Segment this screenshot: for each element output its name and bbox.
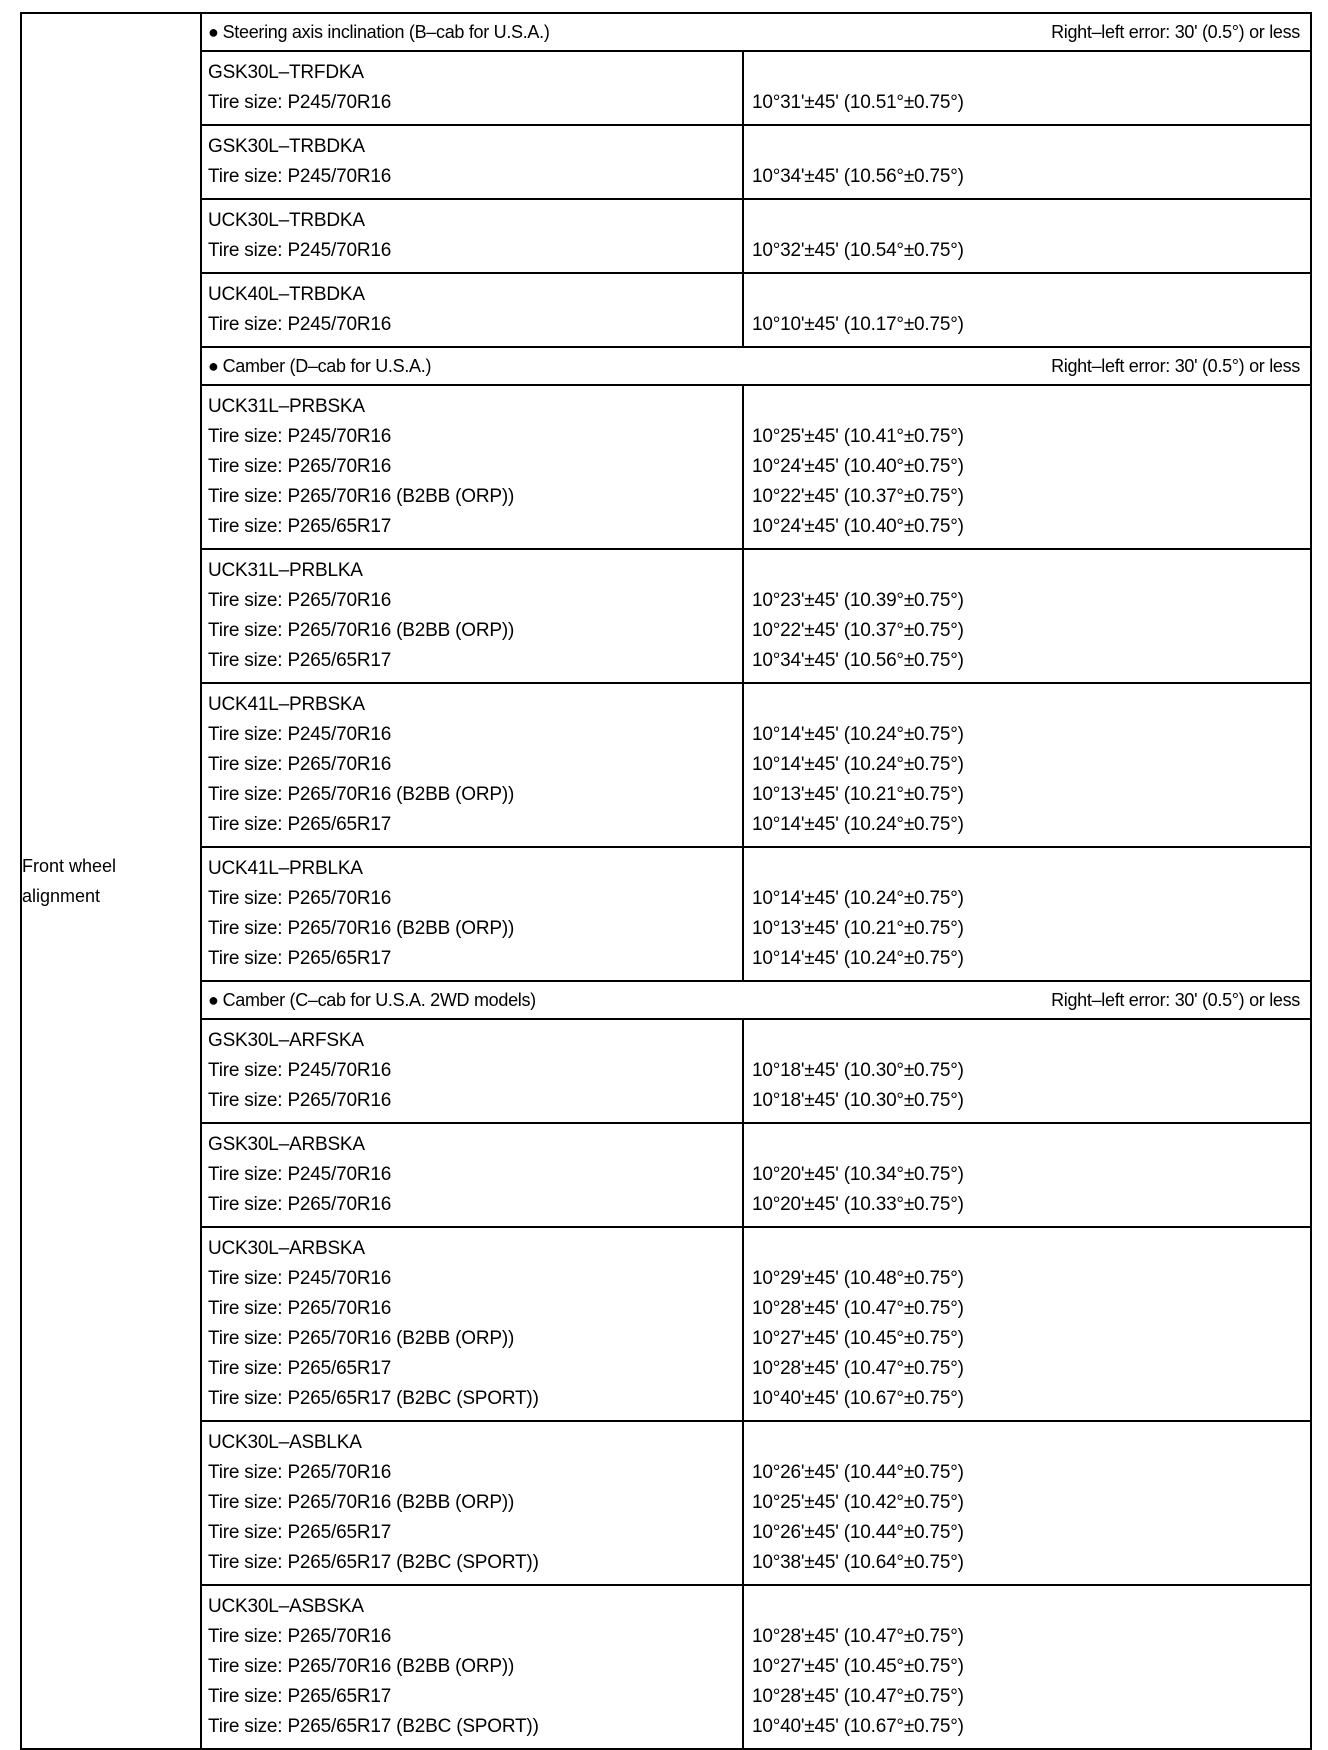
spec-value: 10°22'±45' (10.37°±0.75°)	[752, 620, 964, 641]
spec-value: 10°13'±45' (10.21°±0.75°)	[752, 918, 964, 939]
tire-size: Tire size: P265/70R16	[208, 1626, 392, 1647]
spec-value: 10°40'±45' (10.67°±0.75°)	[752, 1716, 964, 1737]
spec-value: 10°13'±45' (10.21°±0.75°)	[752, 784, 964, 805]
model-code: UCK30L–TRBDKA	[208, 210, 365, 231]
tire-size: Tire size: P265/65R17	[208, 948, 392, 969]
tire-size: Tire size: P245/70R16	[208, 724, 392, 745]
model-cell	[202, 848, 744, 980]
model-group	[202, 550, 1310, 684]
tire-size: Tire size: P265/65R17	[208, 1522, 392, 1543]
section-header	[202, 982, 1310, 1020]
spec-value: 10°18'±45' (10.30°±0.75°)	[752, 1060, 964, 1081]
tire-size: Tire size: P245/70R16	[208, 166, 392, 187]
bullet-icon: ●	[208, 355, 219, 376]
spec-value: 10°40'±45' (10.67°±0.75°)	[752, 1388, 964, 1409]
model-cell	[202, 126, 744, 198]
value-cell	[744, 274, 1310, 346]
section-note: Right–left error: 30' (0.5°) or less	[1051, 989, 1300, 1010]
spec-value: 10°32'±45' (10.54°±0.75°)	[752, 240, 964, 261]
model-group	[202, 200, 1310, 274]
value-spacer	[752, 1130, 1310, 1160]
model-code: GSK30L–ARBSKA	[208, 1134, 365, 1155]
model-group	[202, 684, 1310, 848]
tire-size: Tire size: P245/70R16	[208, 314, 392, 335]
value-cell	[744, 684, 1310, 846]
model-code: GSK30L–TRFDKA	[208, 62, 364, 83]
tire-size: Tire size: P265/70R16	[208, 888, 392, 909]
spec-value: 10°14'±45' (10.24°±0.75°)	[752, 814, 964, 835]
tire-size: Tire size: P245/70R16	[208, 1268, 392, 1289]
tire-size: Tire size: P265/70R16 (B2BB (ORP))	[208, 1328, 515, 1349]
model-code: UCK31L–PRBSKA	[208, 396, 365, 417]
value-cell	[744, 126, 1310, 198]
spec-value: 10°10'±45' (10.17°±0.75°)	[752, 314, 964, 335]
value-cell	[744, 1422, 1310, 1584]
model-code: UCK40L–TRBDKA	[208, 284, 365, 305]
section-title-wrap	[208, 22, 550, 43]
model-group	[202, 386, 1310, 550]
value-spacer	[752, 556, 1310, 586]
spec-value: 10°27'±45' (10.45°±0.75°)	[752, 1328, 964, 1349]
model-group	[202, 126, 1310, 200]
section-title-wrap	[208, 990, 536, 1011]
tire-size: Tire size: P265/70R16 (B2BB (ORP))	[208, 918, 515, 939]
model-code: UCK30L–ARBSKA	[208, 1238, 365, 1259]
row-label-line: alignment	[22, 886, 101, 906]
spec-value: 10°22'±45' (10.37°±0.75°)	[752, 486, 964, 507]
model-cell	[202, 386, 744, 548]
model-group	[202, 1124, 1310, 1228]
value-spacer	[752, 854, 1310, 884]
model-cell	[202, 550, 744, 682]
tire-size: Tire size: P265/70R16 (B2BB (ORP))	[208, 1656, 515, 1677]
value-cell	[744, 1228, 1310, 1420]
model-cell	[202, 1422, 744, 1584]
value-cell	[744, 52, 1310, 124]
section-header	[202, 348, 1310, 386]
value-spacer	[752, 206, 1310, 236]
spec-value: 10°24'±45' (10.40°±0.75°)	[752, 456, 964, 477]
spec-sections	[202, 14, 1310, 1748]
spec-value: 10°25'±45' (10.42°±0.75°)	[752, 1492, 964, 1513]
row-label-cell	[22, 14, 202, 1748]
tire-size: Tire size: P265/65R17 (B2BC (SPORT))	[208, 1552, 539, 1573]
tire-size: Tire size: P265/70R16	[208, 1462, 392, 1483]
tire-size: Tire size: P265/70R16 (B2BB (ORP))	[208, 486, 515, 507]
tire-size: Tire size: P265/65R17	[208, 1358, 392, 1379]
section-title: Steering axis inclination (B–cab for U.S.A.)	[222, 21, 550, 42]
value-cell	[744, 550, 1310, 682]
row-label-line: Front wheel	[22, 856, 117, 876]
spec-value: 10°18'±45' (10.30°±0.75°)	[752, 1090, 964, 1111]
value-spacer	[752, 132, 1310, 162]
model-cell	[202, 1124, 744, 1226]
section-note: Right–left error: 30' (0.5°) or less	[1051, 21, 1300, 42]
model-code: UCK30L–ASBSKA	[208, 1596, 364, 1617]
value-spacer	[752, 1234, 1310, 1264]
tire-size: Tire size: P265/70R16	[208, 754, 392, 775]
section-title: Camber (C–cab for U.S.A. 2WD models)	[222, 989, 536, 1010]
bullet-icon: ●	[208, 21, 219, 42]
spec-value: 10°34'±45' (10.56°±0.75°)	[752, 166, 964, 187]
spec-value: 10°24'±45' (10.40°±0.75°)	[752, 516, 964, 537]
tire-size: Tire size: P245/70R16	[208, 1164, 392, 1185]
bullet-icon: ●	[208, 989, 219, 1010]
tire-size: Tire size: P265/65R17	[208, 650, 392, 671]
model-group	[202, 1586, 1310, 1748]
spec-value: 10°26'±45' (10.44°±0.75°)	[752, 1522, 964, 1543]
model-code: UCK41L–PRBSKA	[208, 694, 365, 715]
tire-size: Tire size: P265/70R16	[208, 1194, 392, 1215]
value-cell	[744, 848, 1310, 980]
spec-value: 10°38'±45' (10.64°±0.75°)	[752, 1552, 964, 1573]
row-label	[22, 851, 116, 911]
value-spacer	[752, 280, 1310, 310]
section-note: Right–left error: 30' (0.5°) or less	[1051, 355, 1300, 376]
model-cell	[202, 274, 744, 346]
model-cell	[202, 52, 744, 124]
spec-value: 10°26'±45' (10.44°±0.75°)	[752, 1462, 964, 1483]
model-group	[202, 1422, 1310, 1586]
spec-value: 10°28'±45' (10.47°±0.75°)	[752, 1686, 964, 1707]
spec-value: 10°14'±45' (10.24°±0.75°)	[752, 888, 964, 909]
model-code: GSK30L–TRBDKA	[208, 136, 365, 157]
spec-value: 10°14'±45' (10.24°±0.75°)	[752, 754, 964, 775]
model-group	[202, 848, 1310, 982]
tire-size: Tire size: P265/70R16	[208, 456, 392, 477]
model-group	[202, 52, 1310, 126]
value-cell	[744, 386, 1310, 548]
model-code: UCK30L–ASBLKA	[208, 1432, 362, 1453]
model-code: UCK31L–PRBLKA	[208, 560, 363, 581]
spec-value: 10°28'±45' (10.47°±0.75°)	[752, 1358, 964, 1379]
tire-size: Tire size: P245/70R16	[208, 92, 392, 113]
value-cell	[744, 200, 1310, 272]
spec-value: 10°14'±45' (10.24°±0.75°)	[752, 724, 964, 745]
model-cell	[202, 1020, 744, 1122]
spec-value: 10°28'±45' (10.47°±0.75°)	[752, 1298, 964, 1319]
spec-value: 10°20'±45' (10.33°±0.75°)	[752, 1194, 964, 1215]
value-spacer	[752, 690, 1310, 720]
tire-size: Tire size: P265/70R16	[208, 590, 392, 611]
tire-size: Tire size: P265/70R16	[208, 1298, 392, 1319]
tire-size: Tire size: P265/70R16 (B2BB (ORP))	[208, 784, 515, 805]
value-cell	[744, 1586, 1310, 1748]
tire-size: Tire size: P265/65R17 (B2BC (SPORT))	[208, 1388, 539, 1409]
spec-value: 10°34'±45' (10.56°±0.75°)	[752, 650, 964, 671]
spec-value: 10°27'±45' (10.45°±0.75°)	[752, 1656, 964, 1677]
tire-size: Tire size: P265/70R16 (B2BB (ORP))	[208, 620, 515, 641]
section-title: Camber (D–cab for U.S.A.)	[222, 355, 432, 376]
tire-size: Tire size: P245/70R16	[208, 1060, 392, 1081]
spec-value: 10°29'±45' (10.48°±0.75°)	[752, 1268, 964, 1289]
model-code: UCK41L–PRBLKA	[208, 858, 363, 879]
value-spacer	[752, 58, 1310, 88]
section-title-wrap	[208, 356, 431, 377]
tire-size: Tire size: P265/70R16 (B2BB (ORP))	[208, 1492, 515, 1513]
model-group	[202, 274, 1310, 348]
spec-value: 10°20'±45' (10.34°±0.75°)	[752, 1164, 964, 1185]
model-group	[202, 1228, 1310, 1422]
model-code: GSK30L–ARFSKA	[208, 1030, 364, 1051]
spec-table	[20, 12, 1312, 1750]
value-spacer	[752, 392, 1310, 422]
spec-value: 10°31'±45' (10.51°±0.75°)	[752, 92, 964, 113]
value-cell	[744, 1020, 1310, 1122]
value-spacer	[752, 1026, 1310, 1056]
spec-value: 10°23'±45' (10.39°±0.75°)	[752, 590, 964, 611]
tire-size: Tire size: P265/65R17	[208, 814, 392, 835]
tire-size: Tire size: P245/70R16	[208, 426, 392, 447]
tire-size: Tire size: P265/70R16	[208, 1090, 392, 1111]
value-spacer	[752, 1428, 1310, 1458]
tire-size: Tire size: P265/65R17 (B2BC (SPORT))	[208, 1716, 539, 1737]
spec-value: 10°14'±45' (10.24°±0.75°)	[752, 948, 964, 969]
model-cell	[202, 200, 744, 272]
tire-size: Tire size: P265/65R17	[208, 516, 392, 537]
model-cell	[202, 1586, 744, 1748]
spec-value: 10°28'±45' (10.47°±0.75°)	[752, 1626, 964, 1647]
section-header	[202, 14, 1310, 52]
tire-size: Tire size: P245/70R16	[208, 240, 392, 261]
model-cell	[202, 684, 744, 846]
tire-size: Tire size: P265/65R17	[208, 1686, 392, 1707]
value-spacer	[752, 1592, 1310, 1622]
model-group	[202, 1020, 1310, 1124]
spec-value: 10°25'±45' (10.41°±0.75°)	[752, 426, 964, 447]
value-cell	[744, 1124, 1310, 1226]
model-cell	[202, 1228, 744, 1420]
